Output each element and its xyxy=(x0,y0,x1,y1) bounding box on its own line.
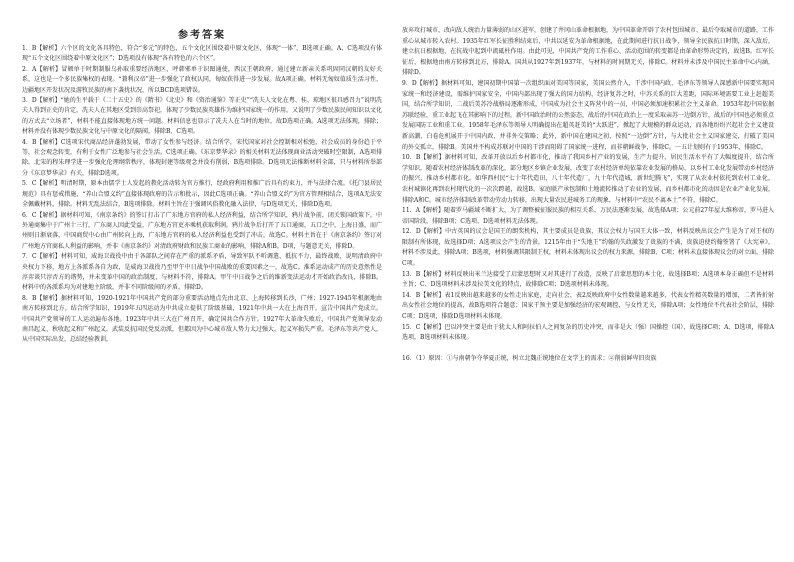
answer-paragraph-14: 14．B【解析】表1反映出越来越多的女性走出家庭，走向社会，表2反映政府中女性数量越来越多，代表女性精英数量的增加，二者皆折射出女性社会地位的提高，故B选项符合题意；国家干预主要是加强经济的宏观调控，与女性无关，排除A项；女性地位不代表社会阶层，排除C项；D选项，排除D选项材料未体现。 xyxy=(402,291,774,321)
answer-paragraph-1: 1．B【解析】六个区的文化各具特色，符合“多元”的特色，五个文化区围绕着中原文化区，体现“一体”，B选项正确。A、C选项没有体现“五个文化区围绕着中原文化区”；D选项没有体现“各有特色的六个区”。 xyxy=(22,45,382,63)
answer-paragraph-16: 16．（1）原因：①与南朝争夺华夏正统，树立北魏正统地位在文学上的需求；②削弱鲜卑旧贵族 xyxy=(402,354,657,362)
answer-paragraph-8: 8．B【解析】据材料可知，1920-1921年中国共产党的部分重要活动地点先由北京、上海转移到长沙，广州；1927-1945年根据地由南方转移到北方。结合所学知识，1919年五四运动为中共成立提供了阶级基础，1921年中共一大在上海召开，宣告中国共产党成立。中国共产党领导的工人运动遍布各地。1923年中共三大在广州召开，确定国共合作方针。1927年大革命失败后，中国共产党领导发动南昌起义、秋收起义和广州起义，武装反抗国民党反动派，但都因为中心城市敌人势力太过强大，起义军损失严重。毛泽东等共产党人，从中国实际出发，总结经验教训， xyxy=(22,294,382,344)
answer-paragraph-13: 13．B【解析】材料反映出米兰达接受了启蒙思想时又对其进行了改造，反映了启蒙思想的本土化，故选择B项；A选项本身正确但不是材料主旨；C、D选项材料未涉及拉美文化的特点，故排除C项；D选项材料未体现。 xyxy=(402,270,774,289)
left-column xyxy=(22,0,382,562)
answer-paragraph-4: 4．B【解析】C选项宋代商品经济蓬勃发展，带动了女性参与经济。结合所学，宋代国家对社会控制相对松弛，社会成员的身份趋于平等，社会观念转变，有利于女性广泛地参与社会生活。C选项正确。《东京梦华录》的相关材料无法体现商业活动突破时空限制，A选项排除。北宋的程朱理学进一步强化伦理纲常秩序，体现封建等级观念并没有削弱，B选项排除。D选项无法推断材料全部，只与材料所举部分《东京梦华录》有关，排除D选项。 xyxy=(22,138,382,177)
answer-paragraph-3: 3．D【解析】“她的生平载于《二十五史》的《隋书》《北史》和《资治通鉴》等正史”“冼夫人文化在粤、桂、琼地区很具感召力”说明冼夫人得到正史的肯定，冼夫人在其地区受到崇高祭祀，体现了少数民族英雄作为维护国家统一的作用，又说明了少数民族民间知识以文化的方式去“立场者”，材料不能直接体现地方统一问题。材料信息也显示了冼夫人在当时的地位，故D选项正确。A选项无法体现，排除；材料并没有体现少数民族文化与中原文化的隔阂，排除B、C选项。 xyxy=(22,97,382,136)
right-column xyxy=(402,0,774,562)
answer-paragraph-10: 10．B【解析】据材料可知，改革开放以后乡村都市化，推动了我国乡村产业的发展，生产力提升，居民生活水平有了大幅度提升，结合所学知识，随着农村经济体制改革的深化，部分地区乡镇企业发展，改变了农村经济单纯依靠农业发展的格局，以乡村工业化发展带动乡村经济的振兴，推动乡村都市化。如华西村民“七十年代造田，八十年代造厂，九十年代造城，新世纪腾飞”，实现了从农业村依托到农村工业化，农村城镇化再到农村现代化的一次次跨越，故选B。家庭联产承包制和土地流转推动了农业的发展，而乡村都市化的动因是农业产业化发展，排除A和C。城市经济体制改革带动劳动力转移，出现大量农民进城务工的现象，与材料中“农民不离本土”不符，排除C。 xyxy=(402,154,774,204)
answer-paragraph-11: 11．A【解析】随着罗马疆域不断扩大，为了调整被征服民族的相互关系，万民法逐渐发展，故选择A项；公元前27年屋大维称帝，罗马进入帝国阶段，排除B项；C选项、D选项材料无法体现。 xyxy=(402,207,774,225)
answer-paragraph-6: 6．C【解析】据材料可知，《南京条约》的签订打击了广东地方官府的私人经济利益，结合所学知识，鸦片战争前，闭关锁国政策下，中外通商集中于广州十三行，广东商人因此受益，广东地方官吏亦乘机获取利润。鸦片战争后打开了五口通商，五口之中，上海日盛，而广州则日渐衰落，中国商贸中心由广州转向上海，广东地方官府的私人经济利益也受到了冲击，故选C。材料主旨在于《南京条约》签订对广州地方官商私人利益的影响，并非《南京条约》对清政府财政和民族工商业的影响，排除A和B。D项，与题意无关，排除D。 xyxy=(22,211,382,250)
answer-paragraph-9: 9．D【解析】据材料可知，建国初期中国第一次组织面对美国等国家，美国公然介入，干涉中国内政，毛泽东等领导人深感新中国要实现国家统一和经济建设，需维护国家安全，中国内部出现了强大的国力结构，经济复苏之时，中苏关系的巨大差距，国际环境需要工业上赶超美国，结合所学知识，二战后美苏冷战格局逐渐形成，中国成为社会主义阵营中的一员，中国必须加速积累社会主义革命。1953年起中国依据苏联经验，重工业起飞在其影响下的过程，新中国政治时的公然姿态，战后的中国在政治上一度采取亲苏一边倒方针，战后的中国也必须重点发展国防工业和重工业。1958年毛泽东等领导人明确提出在超英赶美的“大跃进”，掀起了大规模的群众运动，而各地纷纷兴起社会主义建设新高潮，白卷危机展开于中国内政，并非外交策略；此外，新中国在建国之初，按照“一边倒”方针，与大批社会主义国家建交，打破了美国的外交孤立，排除B。美国并不构成苏联对中国的干涉而阻碍了国家统一进程，而非朝鲜战争，排除C。一五计划则有于1953年，排除C。 xyxy=(402,79,774,151)
answer-paragraph-2: 2．A【解析】冒顿单于时期制服乌孙取重要经济地区，呼韩邪单于识图通使，西汉王朝政府，通过建立新亲关系巩固同汉朝的友好关系，这也是一个多民族集权的表现。“兼利汉帝”进一步强化了政权认同，匈奴获得进一步发展。故A项正确。材料无匈奴值质生活习性、边疆地区开发状况及游牧民族的南下袭扰状况，所以BCD选项错误。 xyxy=(22,65,382,94)
answer-paragraph-12: 12．D【解析】中古英国的议会是国王的朗奖机构，其主要成员是贵族，其议会权力与国王大体一致，材料反映出议会产生是为了对王权的限制有所体现，故选择D项；A选项议会产生的背景，1215年由于“失地王”约翰的失政激发了贵族的不满，贵族迫使约翰签署了《大宪章》，材料不涉及此，排除A项；B选项，材料强调其限制王权，材料未体现出议会的权力来源，排除B、C项；材料未直接体现议会的对立面，排除C项。 xyxy=(402,228,774,268)
answer-paragraph-8-cont: 放弃攻打城市，改向敌人统治力量薄弱的山区进军，创建了井冈山革命根据地，为中国革命开辟了农村包围城市、最后夺取城市的道路，工作重心从城市转入农村。1935年红军长征胜利结束后，中共以延安为革命根据地，在此期间进行抗日战争，领导全民族抗日时期，深入敌后，建立抗日根据地，在抗战中起到中流砥柱作用。由此可见，中国共产党的工作重心、活动范围的转变都是由革命形势决定的，故选B。红军长征后，根据地由南方转移到北方，排除A。国共从1927年到1937年，与材料的时间期无关，排除C。材料并未涉及中国民主革命中心内涵，排除D。 xyxy=(402,27,774,77)
answer-paragraph-7: 7．C【解析】材料可知，威海卫战役中由于各部队之间存在严重的派系矛盾，导致军队不听调遣、抵抗不力，最终战败，说明清政府中央权力下移，地方上各派系各自为政，是威海卫战役乃至甲午中日战争中国战败的重要因素之一，故选C。淮系运动成产的历史意然性是淳弈谈只淳否方的谐势，并未变革中国的政治制度，与材料不符，排除A。甲午中日战争之后的维新变法运动才开始政治改良，排除B。材料中的各派系均为对建地主阶级，并非不同阶级间的矛盾，排除D。 xyxy=(22,253,382,292)
page-title: 参考答案 xyxy=(178,30,226,41)
answer-paragraph-5: 5．C【解析】明清时期，原本由儒学士人发起的教化活动转为官方推行，经政府利用和推广后具有约束力，并与法律合流。《托门县居民规范》具有惩戒措施，“养山合盟义约”直接体现政府的告示和批示，因此C选项正确。“养山合盟义约”为官方管理相结合，选项A无法安全佩戴材料，排除。材料无乱法结合，B选项排除。材料主旨在于强调风俗教化融入法律，与D选项无关，排除D选项。 xyxy=(22,180,382,209)
answer-paragraph-15: 15．C【解析】巴以冲突主要是由于犹太人和阿拉伯人之间复杂的历史冲突，而非是大（强）国操控（国），故选择C项；A、D选项，排除A选项，B选项材料未体现。 xyxy=(402,323,774,342)
